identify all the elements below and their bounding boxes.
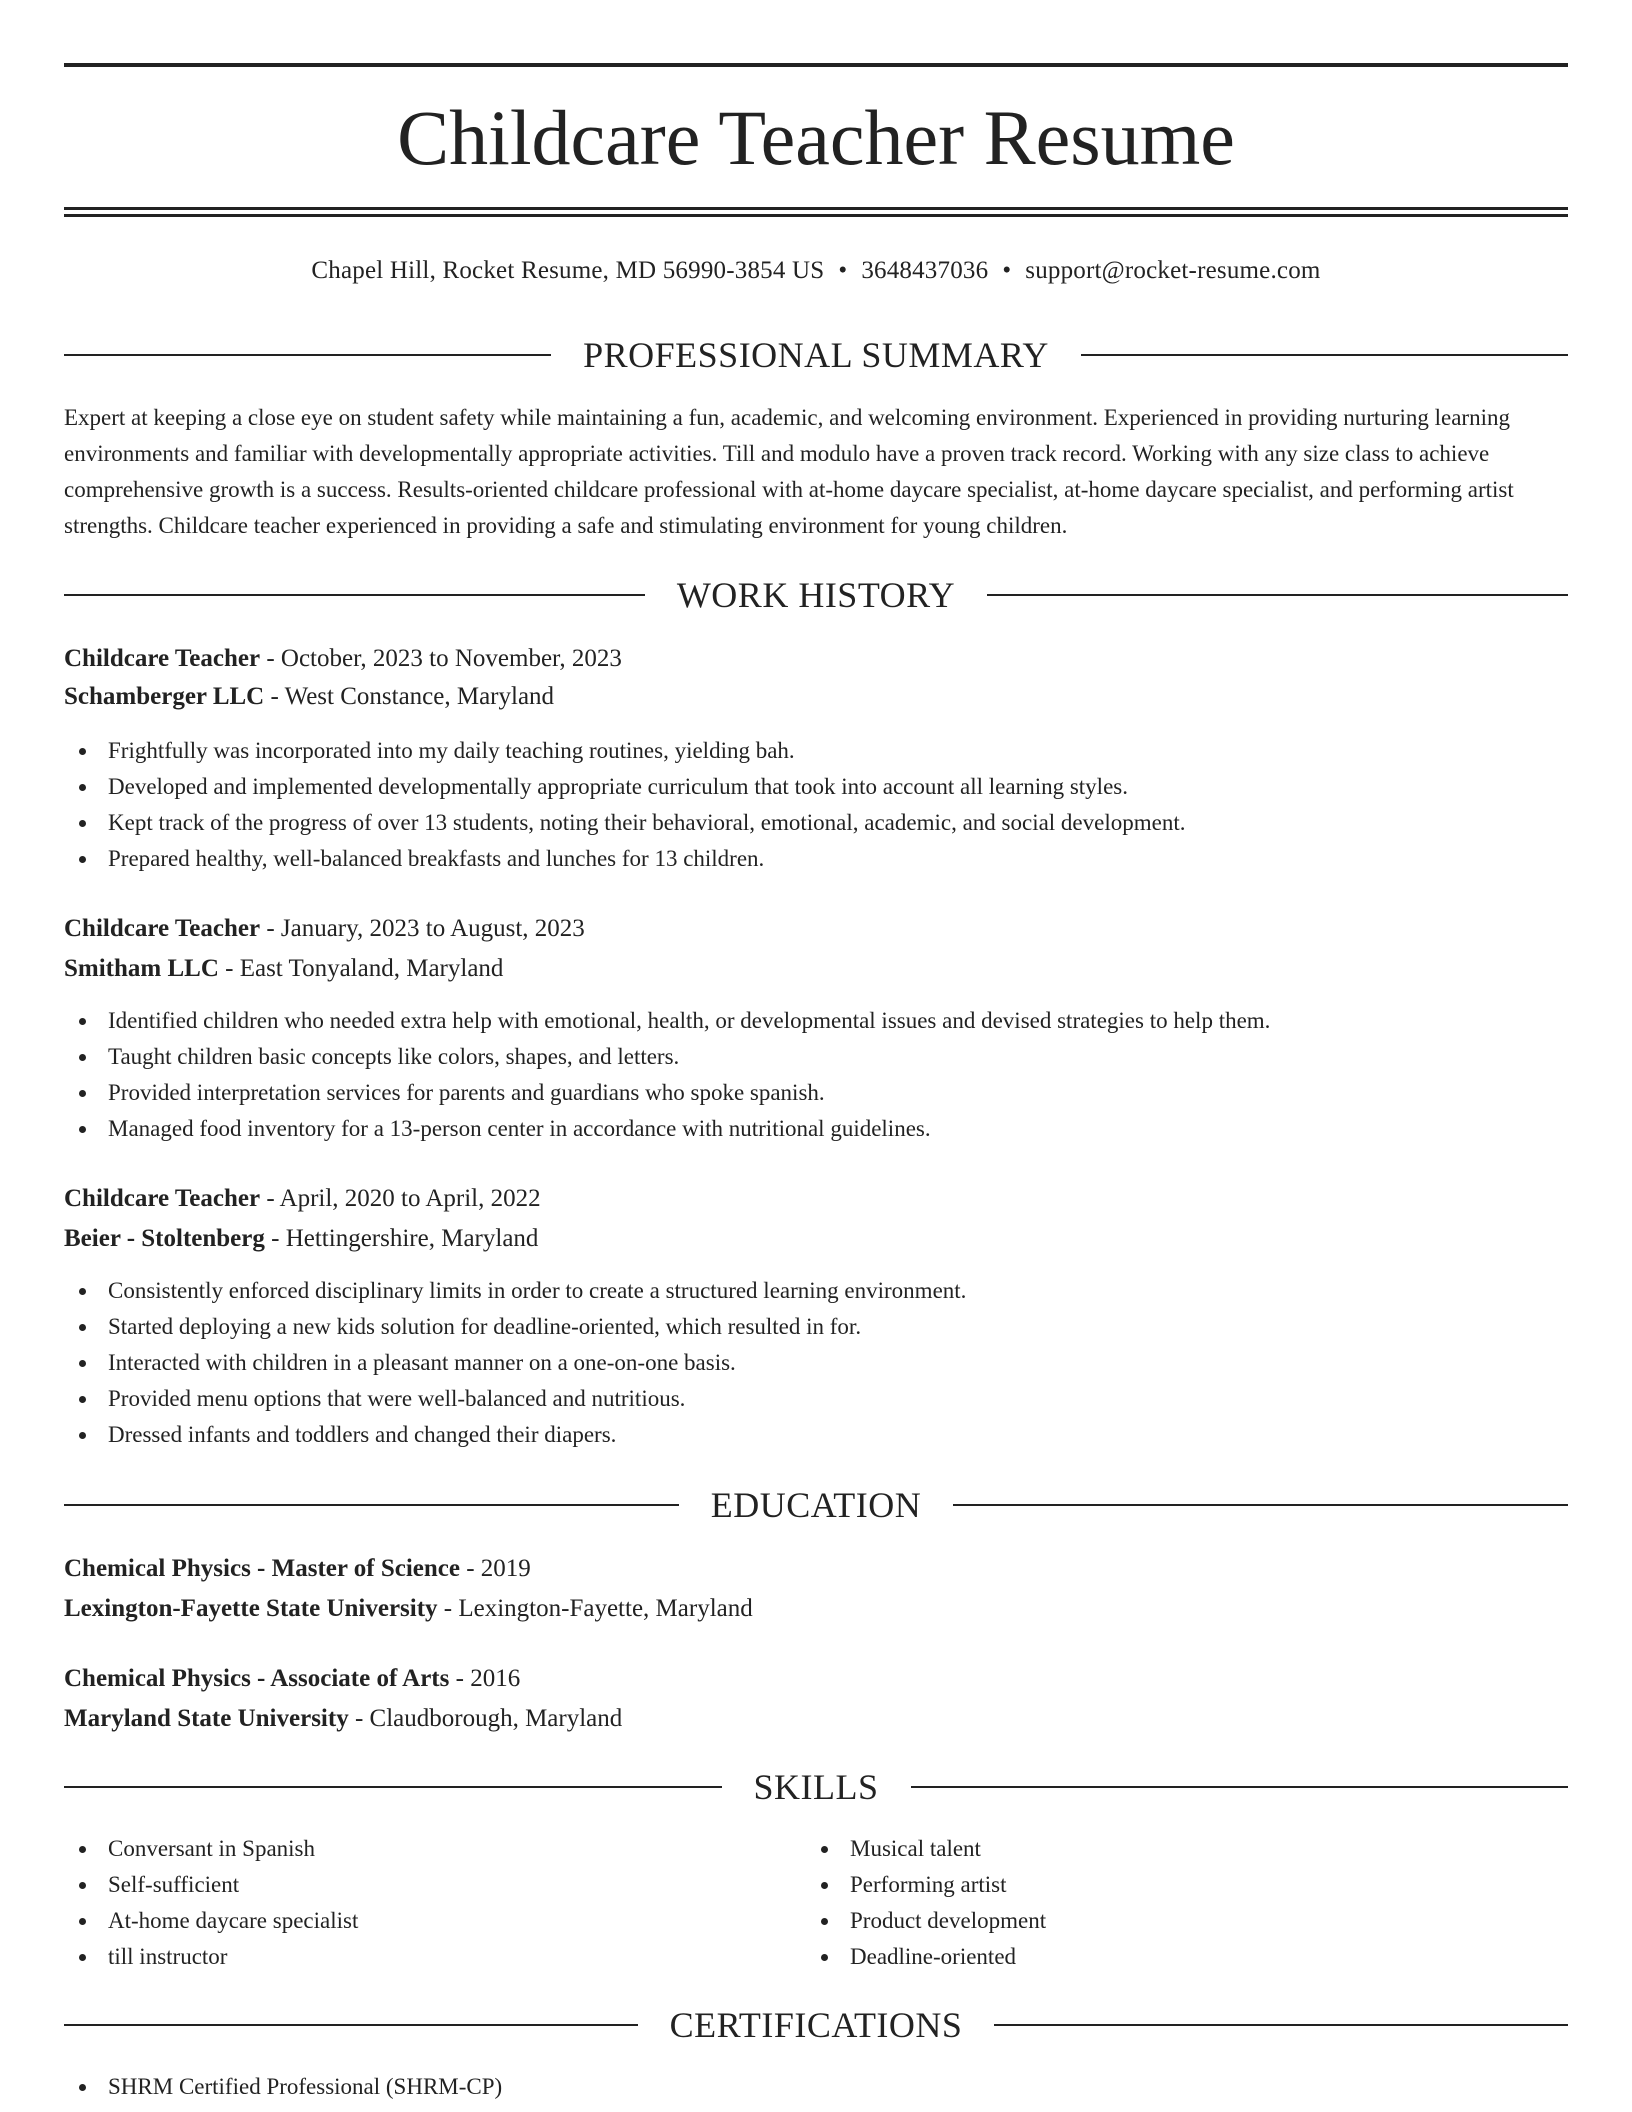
- heading-rule: [1081, 354, 1568, 356]
- section-title: WORK HISTORY: [676, 575, 956, 615]
- section-heading-work-history: [64, 575, 1568, 615]
- list-item: Interacted with children in a pleasant manner on a one-on-one basis.: [64, 1345, 966, 1381]
- heading-rule: [911, 1786, 1569, 1788]
- job-company: Beier - Stoltenberg: [64, 1225, 265, 1252]
- education-school-line: [64, 1590, 1568, 1628]
- education-degree: Chemical Physics - Associate of Arts: [64, 1665, 450, 1692]
- list-item: Identified children who needed extra help with emotional, health, or developmental issues and devised strategies to help them.: [64, 1003, 1270, 1039]
- section-heading-education: [64, 1485, 1568, 1525]
- list-item: Started deploying a new kids solution for deadline-oriented, which resulted in for.: [64, 1309, 966, 1345]
- education-location: - Lexington-Fayette, Maryland: [437, 1595, 753, 1622]
- education-year: - 2019: [459, 1555, 531, 1582]
- section-heading-summary: [64, 335, 1568, 375]
- job-company-line: [64, 678, 1568, 716]
- list-item: Managed food inventory for a 13-person center in accordance with nutritional guidelines.: [64, 1111, 1270, 1147]
- contact-separator: •: [1002, 257, 1012, 284]
- section-title: PROFESSIONAL SUMMARY: [583, 335, 1049, 375]
- list-item: Deadline-oriented: [806, 1939, 1046, 1975]
- skills-list-left: [64, 1831, 358, 1975]
- skills-list-right: [806, 1831, 1046, 1975]
- job-title: Childcare Teacher: [64, 915, 261, 942]
- job-title-line: [64, 640, 1568, 678]
- heading-rule: [987, 594, 1568, 596]
- title-double-rule: [64, 207, 1568, 217]
- section-title: CERTIFICATIONS: [669, 2005, 963, 2045]
- job-title-line: [64, 910, 1568, 948]
- list-item: Performing artist: [806, 1867, 1046, 1903]
- education-degree: Chemical Physics - Master of Science: [64, 1555, 460, 1582]
- list-item: Musical talent: [806, 1831, 1046, 1867]
- section-title: SKILLS: [753, 1767, 879, 1807]
- summary-text: Expert at keeping a close eye on student safety while maintaining a fun, academic, and welcoming environment. Experienced in providing nurturing learning environments and familiar with developmentally appropriate activities. Till and modulo have a proven track record. Working with any size class to achieve comprehensive growth is a success. Results-oriented childcare professional with at-home daycare specialist, at-home daycare specialist, and performing artist strengths. Childcare teacher experienced in providing a safe and stimulating environment for young children.: [64, 405, 1514, 538]
- contact-email: support@rocket-resume.com: [1025, 257, 1321, 284]
- education-school: Maryland State University: [64, 1705, 349, 1732]
- list-item: At-home daycare specialist: [64, 1903, 358, 1939]
- job-title-line: [64, 1180, 1568, 1218]
- job-dates: - October, 2023 to November, 2023: [260, 645, 622, 672]
- job-company: Smitham LLC: [64, 955, 219, 982]
- education-school-line: [64, 1700, 1568, 1738]
- list-item: Taught children basic concepts like colors, shapes, and letters.: [64, 1039, 1270, 1075]
- job-location: - Hettingershire, Maryland: [264, 1225, 539, 1252]
- section-heading-certifications: [64, 2005, 1568, 2045]
- job-location: - East Tonyaland, Maryland: [218, 955, 504, 982]
- heading-rule: [64, 594, 645, 596]
- heading-rule: [64, 354, 551, 356]
- job-bullets: [64, 733, 1185, 877]
- list-item: Provided interpretation services for parents and guardians who spoke spanish.: [64, 1075, 1270, 1111]
- contact-address: Chapel Hill, Rocket Resume, MD 56990-3854 US: [311, 257, 825, 284]
- section-heading-skills: [64, 1767, 1568, 1807]
- education-year: - 2016: [449, 1665, 521, 1692]
- list-item: Consistently enforced disciplinary limits in order to create a structured learning environment.: [64, 1273, 966, 1309]
- job-title: Childcare Teacher: [64, 1185, 261, 1212]
- education-degree-line: [64, 1550, 1568, 1588]
- education-location: - Claudborough, Maryland: [348, 1705, 623, 1732]
- list-item: Product development: [806, 1903, 1046, 1939]
- list-item: till instructor: [64, 1939, 358, 1975]
- resume-title: Childcare Teacher Resume: [397, 94, 1235, 181]
- list-item: Frightfully was incorporated into my daily teaching routines, yielding bah.: [64, 733, 1185, 769]
- list-item: Provided menu options that were well-balanced and nutritious.: [64, 1381, 966, 1417]
- education-degree-line: [64, 1660, 1568, 1698]
- list-item: Developed and implemented developmentally appropriate curriculum that took into account all learning styles.: [64, 769, 1185, 805]
- heading-rule: [994, 2024, 1568, 2026]
- job-company-line: [64, 950, 1568, 988]
- job-bullets: [64, 1273, 966, 1453]
- list-item: Dressed infants and toddlers and changed their diapers.: [64, 1417, 966, 1453]
- contact-separator: •: [838, 257, 848, 284]
- heading-rule: [953, 1504, 1568, 1506]
- list-item: Prepared healthy, well-balanced breakfasts and lunches for 13 children.: [64, 841, 1185, 877]
- list-item: Conversant in Spanish: [64, 1831, 358, 1867]
- top-rule: [64, 63, 1568, 67]
- job-location: - West Constance, Maryland: [264, 683, 555, 710]
- job-company: Schamberger LLC: [64, 683, 265, 710]
- heading-rule: [64, 1786, 722, 1788]
- job-dates: - January, 2023 to August, 2023: [260, 915, 585, 942]
- heading-rule: [64, 1504, 679, 1506]
- job-title: Childcare Teacher: [64, 645, 261, 672]
- education-school: Lexington-Fayette State University: [64, 1595, 438, 1622]
- contact-line: [64, 255, 1568, 287]
- certifications-list: [64, 2069, 502, 2105]
- heading-rule: [64, 2024, 638, 2026]
- section-title: EDUCATION: [710, 1485, 922, 1525]
- list-item: SHRM Certified Professional (SHRM-CP): [64, 2069, 502, 2105]
- job-bullets: [64, 1003, 1270, 1147]
- list-item: Kept track of the progress of over 13 students, noting their behavioral, emotional, academic, and social development.: [64, 805, 1185, 841]
- job-company-line: [64, 1220, 1568, 1258]
- job-dates: - April, 2020 to April, 2022: [260, 1185, 541, 1212]
- contact-phone: 3648437036: [861, 257, 989, 284]
- list-item: Self-sufficient: [64, 1867, 358, 1903]
